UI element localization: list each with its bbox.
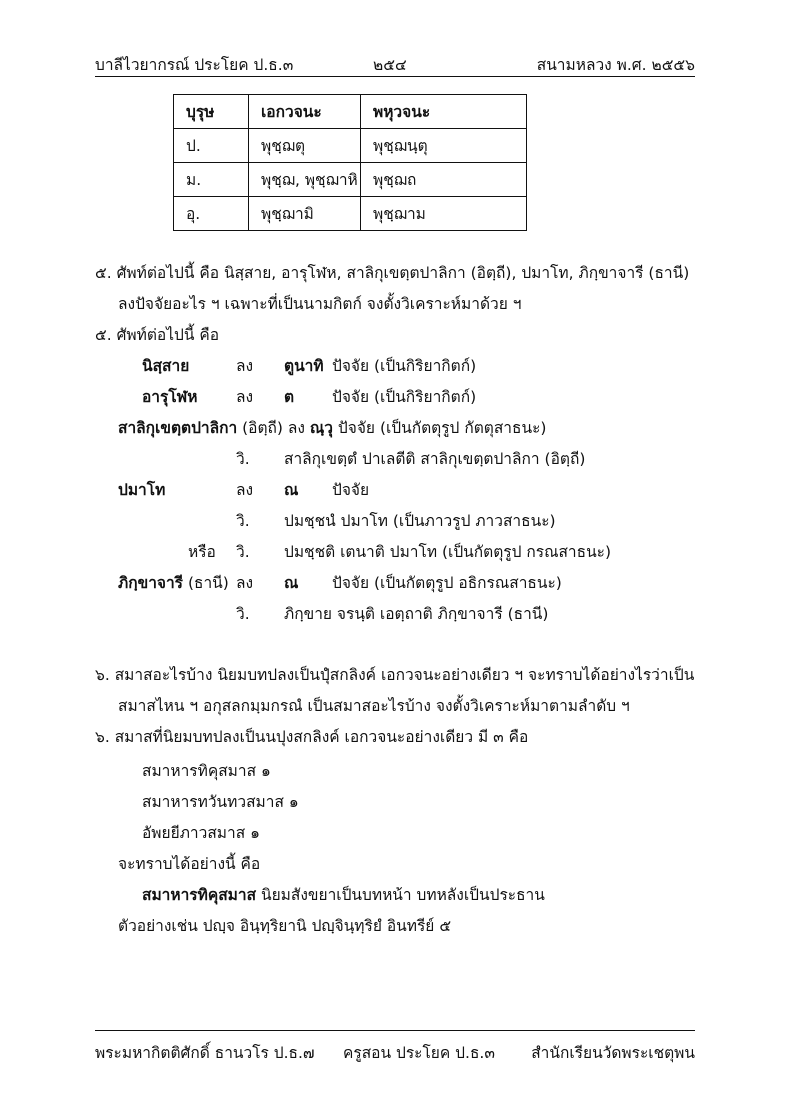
table-cell: ป.: [174, 129, 249, 163]
answer-5-word: นิสฺสาย: [142, 357, 190, 375]
answer-5-suffix: ณฺวุ: [309, 419, 333, 437]
answer-5-rest: ปัจจัย (เป็นกิริยากิตก์): [332, 357, 477, 375]
answer-5-rest: ปัจจัย: [332, 481, 370, 499]
question-6-line-2: สมาสไหน ฯ อกุสลกมฺมกรณํ เป็นสมาสอะไรบ้าง จงตั้งวิเคราะห์มาตามลำดับ ฯ: [118, 697, 630, 715]
answer-6-know: จะทราบได้อย่างนี้ คือ: [118, 855, 261, 873]
answer-5-word: อารุโฬห: [142, 388, 198, 406]
question-6-line-1: ๖. สมาสอะไรบ้าง นิยมบทปลงเป็นปุํสกลิงค์ เอกวจนะอย่างเดียว ฯ จะทราบได้อย่างไรว่าเป็น: [95, 666, 695, 684]
answer-5-suffix: ณ: [284, 481, 299, 499]
question-5-line-1: ๕. ศัพท์ต่อไปนี้ คือ นิสฺสาย, อารุโฬห, สาลิกุเขตฺตปาลิกา (อิตฺถี), ปมาโท, ภิกฺขาจารี (ธานี): [95, 264, 690, 282]
answer-5-rest: ปัจจัย (เป็นกิริยากิตก์): [332, 388, 477, 406]
or-label: หรือ: [188, 543, 216, 561]
table-cell: พุชฺฌตุ: [249, 129, 361, 163]
answer-5-word: สาลิกุเขตฺตปาลิกา: [118, 419, 238, 437]
table-cell: พุชฺฌถ: [361, 163, 527, 197]
answer-5-suffix: ณ: [284, 574, 299, 592]
answer-5-word: ภิกฺขาจารี: [118, 574, 184, 592]
table-cell: พุชฺฌาม: [361, 197, 527, 231]
answer-6-term: สมาหารทิคุสมาส: [142, 886, 257, 904]
vigraha-text: ภิกฺขาย จรนฺติ เอตฺถาติ ภิกฺขาจารี (ธานี): [284, 605, 549, 623]
answer-5-long: ลง: [236, 574, 254, 592]
answer-5-intro: ๕. ศัพท์ต่อไปนี้ คือ: [95, 326, 220, 344]
footer-right: สำนักเรียนวัดพระเชตุพน: [531, 1044, 695, 1062]
table-cell: พุชฺฌนฺตุ: [361, 129, 527, 163]
vigraha-label: วิ.: [236, 512, 250, 530]
answer-5-word: ปมาโท: [118, 481, 166, 499]
answer-5-rest: ปัจจัย (เป็นกัตตุรูป อธิกรณสาธนะ): [332, 574, 562, 592]
table-header-row: [174, 95, 527, 129]
vigraha-label: วิ.: [236, 450, 250, 468]
answer-6-example: ตัวอย่างเช่น ปญฺจ อินฺทฺริยานิ ปญฺจินฺทฺริยํ อินทรีย์ ๕: [118, 917, 452, 935]
answer-6-term-desc: นิยมสังขยาเป็นบทหน้า บทหลังเป็นประธาน: [256, 886, 545, 904]
footer-center: ครูสอน ประโยค ป.ธ.๓: [343, 1044, 495, 1062]
answer-5-row-3: [118, 415, 546, 440]
list-item: สมาหารทวันทวสมาส ๑: [142, 793, 299, 811]
list-item: อัพยยีภาวสมาส ๑: [142, 824, 260, 842]
table-cell: ม.: [174, 163, 249, 197]
answer-6-intro: ๖. สมาสที่นิยมบทปลงเป็นนปุงสกลิงค์ เอกวจนะอย่างเดียว มี ๓ คือ: [95, 728, 529, 746]
answer-5-long: ลง: [236, 357, 254, 375]
answer-5-suffix: ต: [284, 388, 295, 406]
answer-5-word-suffix: (อิตฺถี) ลง: [237, 419, 310, 437]
table-header-cell: บุรุษ: [174, 95, 249, 129]
footer-rule: [95, 1030, 695, 1031]
answer-5-long: ลง: [236, 388, 254, 406]
table-row: [174, 163, 527, 197]
table-cell: พุชฺฌ, พุชฺฌาหิ: [249, 163, 361, 197]
table-cell: อุ.: [174, 197, 249, 231]
header-rule: [95, 76, 695, 77]
vigraha-label: วิ.: [236, 605, 250, 623]
vigraha-text: ปมชฺชนํ ปมาโท (เป็นภาวรูป ภาวสาธนะ): [284, 512, 556, 530]
header-right: สนามหลวง พ.ศ. ๒๕๕๖: [536, 56, 695, 74]
conjugation-table: [173, 94, 527, 231]
answer-5-row-5-word: [118, 570, 229, 595]
table-cell: พุชฺฌามิ: [249, 197, 361, 231]
answer-5-rest: ปัจจัย (เป็นกัตตุรูป กัตตุสาธนะ): [333, 419, 547, 437]
question-5-line-2: ลงปัจจัยอะไร ฯ เฉพาะที่เป็นนามกิตก์ จงตั้งวิเคราะห์มาด้วย ฯ: [118, 295, 522, 313]
table-header-cell: เอกวจนะ: [249, 95, 361, 129]
vigraha-text: ปมชฺชติ เตนาติ ปมาโท (เป็นกัตตุรูป กรณสาธนะ): [284, 543, 612, 561]
table-row: [174, 129, 527, 163]
answer-5-long: ลง: [236, 481, 254, 499]
table-header-cell: พหุวจนะ: [361, 95, 527, 129]
answer-6-term-line: [142, 882, 545, 907]
header-left: บาลีไวยากรณ์ ประโยค ป.ธ.๓: [95, 56, 294, 74]
table-row: [174, 197, 527, 231]
page-number: ๒๕๔: [373, 56, 407, 74]
answer-5-word-suffix: (ธานี): [183, 574, 229, 592]
vigraha-label: วิ.: [236, 543, 250, 561]
list-item: สมาหารทิคุสมาส ๑: [142, 762, 271, 780]
answer-5-suffix: ตูนาทิ: [284, 357, 324, 375]
vigraha-text: สาลิกุเขตฺตํ ปาเลตีติ สาลิกุเขตฺตปาลิกา (อิตฺถี): [284, 450, 586, 468]
footer-left: พระมหากิตติศักดิ์ ธานวโร ป.ธ.๗: [95, 1044, 315, 1062]
